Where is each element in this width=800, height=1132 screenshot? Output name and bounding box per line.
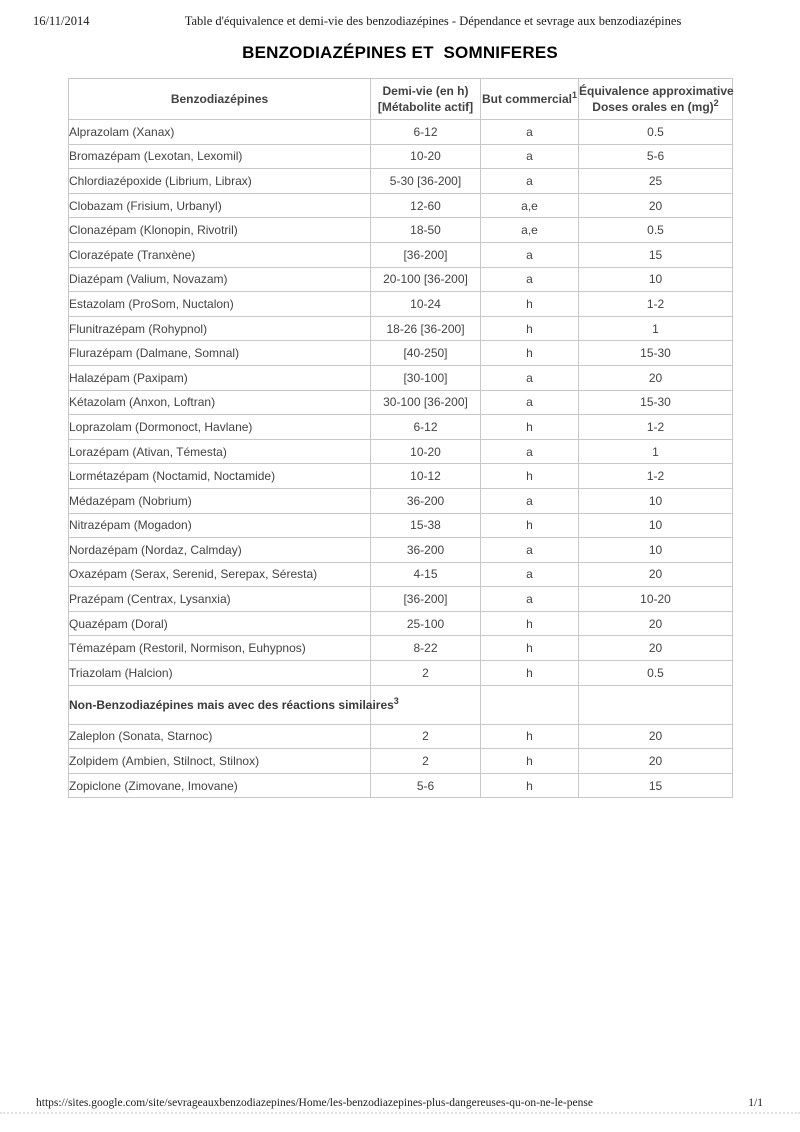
- halflife-cell: 10-20: [371, 144, 481, 169]
- commercial-purpose-cell: a: [481, 267, 579, 292]
- table-header-row: [69, 79, 733, 120]
- halflife-cell: 30-100 [36-200]: [371, 390, 481, 415]
- commercial-purpose-cell: h: [481, 773, 579, 798]
- drug-name-cell: Clorazépate (Tranxène): [69, 242, 371, 267]
- drug-name-cell: Flunitrazépam (Rohypnol): [69, 316, 371, 341]
- table-row: [69, 636, 733, 661]
- column-header-label: Doses orales en (mg): [592, 100, 714, 114]
- commercial-purpose-cell: h: [481, 341, 579, 366]
- drug-name-cell: Clonazépam (Klonopin, Rivotril): [69, 218, 371, 243]
- halflife-cell: 8-22: [371, 636, 481, 661]
- source-url: https://sites.google.com/site/sevrageauxbenzodiazepines/Home/les-benzodiazepines-plus-dangereuses-qu-on-ne-le-pense: [36, 1097, 593, 1109]
- table-row: [69, 316, 733, 341]
- halflife-cell: 12-60: [371, 193, 481, 218]
- halflife-cell: 2: [371, 661, 481, 686]
- column-header-label: Benzodiazépines: [170, 91, 269, 106]
- footnote-marker: 2: [713, 98, 719, 108]
- table-row: [69, 513, 733, 538]
- drug-name-cell: Flurazépam (Dalmane, Somnal): [69, 341, 371, 366]
- halflife-cell: 6-12: [371, 120, 481, 145]
- commercial-purpose-cell: h: [481, 316, 579, 341]
- drug-name-cell: Témazépam (Restoril, Normison, Euhypnos): [69, 636, 371, 661]
- print-date: 16/11/2014: [33, 14, 90, 28]
- drug-name-cell: Nordazépam (Nordaz, Calmday): [69, 538, 371, 563]
- dose-equivalence-cell: 25: [579, 169, 733, 194]
- table-row: [69, 773, 733, 798]
- drug-name-cell: Estazolam (ProSom, Nuctalon): [69, 292, 371, 317]
- section-label-cell: [69, 685, 399, 724]
- table-row: [69, 488, 733, 513]
- drug-name-cell: Halazépam (Paxipam): [69, 365, 371, 390]
- table-row: [69, 193, 733, 218]
- table-row: [69, 267, 733, 292]
- commercial-purpose-cell: h: [481, 415, 579, 440]
- section-header-row: [69, 685, 733, 724]
- table-row: [69, 292, 733, 317]
- table-row: [69, 439, 733, 464]
- halflife-cell: 10-20: [371, 439, 481, 464]
- table-row: [69, 724, 733, 749]
- drug-name-cell: Chlordiazépoxide (Librium, Librax): [69, 169, 371, 194]
- halflife-cell: 5-30 [36-200]: [371, 169, 481, 194]
- drug-name-cell: Zaleplon (Sonata, Starnoc): [69, 724, 371, 749]
- footnote-marker: 1: [572, 89, 578, 100]
- commercial-purpose-cell: a: [481, 488, 579, 513]
- drug-name-cell: Oxazépam (Serax, Serenid, Serepax, Séresta): [69, 562, 371, 587]
- column-header-commercial-purpose: [481, 79, 579, 120]
- halflife-cell: 10-24: [371, 292, 481, 317]
- commercial-purpose-cell: a: [481, 538, 579, 563]
- drug-name-cell: Clobazam (Frisium, Urbanyl): [69, 193, 371, 218]
- dose-equivalence-cell: 1-2: [579, 292, 733, 317]
- dose-equivalence-cell: 20: [579, 562, 733, 587]
- page-cut-line: [0, 1112, 800, 1114]
- drug-name-cell: Triazolam (Halcion): [69, 661, 371, 686]
- drug-name-cell: Kétazolam (Anxon, Loftran): [69, 390, 371, 415]
- table-body: [69, 120, 733, 798]
- column-header-benzodiazepines: [69, 79, 371, 120]
- halflife-cell: 25-100: [371, 611, 481, 636]
- halflife-cell: 2: [371, 749, 481, 774]
- commercial-purpose-cell: h: [481, 749, 579, 774]
- dose-equivalence-cell: 0.5: [579, 120, 733, 145]
- table-row: [69, 538, 733, 563]
- drug-name-cell: Alprazolam (Xanax): [69, 120, 371, 145]
- commercial-purpose-cell: a: [481, 390, 579, 415]
- commercial-purpose-cell: h: [481, 292, 579, 317]
- dose-equivalence-cell: 0.5: [579, 218, 733, 243]
- empty-cell: [579, 685, 733, 724]
- halflife-cell: 18-50: [371, 218, 481, 243]
- dose-equivalence-cell: 20: [579, 636, 733, 661]
- drug-name-cell: Zolpidem (Ambien, Stilnoct, Stilnox): [69, 749, 371, 774]
- table-row: [69, 341, 733, 366]
- table-row: [69, 390, 733, 415]
- commercial-purpose-cell: a: [481, 120, 579, 145]
- dose-equivalence-cell: 10: [579, 538, 733, 563]
- page-number: 1/1: [748, 1097, 763, 1109]
- commercial-purpose-cell: a: [481, 169, 579, 194]
- footnote-marker: 3: [393, 695, 399, 706]
- halflife-cell: [36-200]: [371, 242, 481, 267]
- dose-equivalence-cell: 15: [579, 773, 733, 798]
- halflife-cell: 36-200: [371, 538, 481, 563]
- commercial-purpose-cell: h: [481, 661, 579, 686]
- table-row: [69, 242, 733, 267]
- dose-equivalence-cell: 20: [579, 724, 733, 749]
- drug-name-cell: Quazépam (Doral): [69, 611, 371, 636]
- dose-equivalence-cell: 15-30: [579, 390, 733, 415]
- drug-name-cell: Lorazépam (Ativan, Témesta): [69, 439, 371, 464]
- dose-equivalence-cell: 10: [579, 513, 733, 538]
- dose-equivalence-cell: 0.5: [579, 661, 733, 686]
- table-row: [69, 611, 733, 636]
- dose-equivalence-cell: 1: [579, 316, 733, 341]
- commercial-purpose-cell: h: [481, 464, 579, 489]
- halflife-cell: [40-250]: [371, 341, 481, 366]
- drug-name-cell: Diazépam (Valium, Novazam): [69, 267, 371, 292]
- halflife-cell: 20-100 [36-200]: [371, 267, 481, 292]
- halflife-cell: [36-200]: [371, 587, 481, 612]
- dose-equivalence-cell: 20: [579, 365, 733, 390]
- halflife-cell: 5-6: [371, 773, 481, 798]
- drug-name-cell: Médazépam (Nobrium): [69, 488, 371, 513]
- drug-name-cell: Prazépam (Centrax, Lysanxia): [69, 587, 371, 612]
- dose-equivalence-cell: 10: [579, 488, 733, 513]
- dose-equivalence-cell: 1-2: [579, 415, 733, 440]
- dose-equivalence-cell: 15-30: [579, 341, 733, 366]
- dose-equivalence-cell: 5-6: [579, 144, 733, 169]
- table-row: [69, 464, 733, 489]
- commercial-purpose-cell: h: [481, 724, 579, 749]
- benzodiazepine-table: [68, 78, 733, 798]
- commercial-purpose-cell: h: [481, 636, 579, 661]
- table-row: [69, 218, 733, 243]
- table-row: [69, 169, 733, 194]
- commercial-purpose-cell: a,e: [481, 193, 579, 218]
- commercial-purpose-cell: h: [481, 513, 579, 538]
- halflife-cell: 6-12: [371, 415, 481, 440]
- commercial-purpose-cell: a: [481, 144, 579, 169]
- column-header-equivalence: [579, 79, 733, 120]
- commercial-purpose-cell: a: [481, 587, 579, 612]
- column-header-label: [Métabolite actif]: [377, 100, 474, 114]
- drug-name-cell: Nitrazépam (Mogadon): [69, 513, 371, 538]
- dose-equivalence-cell: 20: [579, 749, 733, 774]
- drug-name-cell: Lormétazépam (Noctamid, Noctamide): [69, 464, 371, 489]
- commercial-purpose-cell: a,e: [481, 218, 579, 243]
- commercial-purpose-cell: a: [481, 439, 579, 464]
- halflife-cell: 2: [371, 724, 481, 749]
- halflife-cell: 18-26 [36-200]: [371, 316, 481, 341]
- table-row: [69, 587, 733, 612]
- empty-cell: [481, 685, 579, 724]
- commercial-purpose-cell: a: [481, 562, 579, 587]
- drug-name-cell: Loprazolam (Dormonoct, Havlane): [69, 415, 371, 440]
- commercial-purpose-cell: a: [481, 242, 579, 267]
- dose-equivalence-cell: 1-2: [579, 464, 733, 489]
- halflife-cell: 15-38: [371, 513, 481, 538]
- halflife-cell: 36-200: [371, 488, 481, 513]
- halflife-cell: 4-15: [371, 562, 481, 587]
- dose-equivalence-cell: 10: [579, 267, 733, 292]
- section-label: Non-Benzodiazépines mais avec des réactions similaires$^3$: [69, 695, 399, 712]
- table-row: [69, 749, 733, 774]
- dose-equivalence-cell: 20: [579, 193, 733, 218]
- column-header-halflife: [371, 79, 481, 120]
- drug-name-cell: Bromazépam (Lexotan, Lexomil): [69, 144, 371, 169]
- halflife-cell: 10-12: [371, 464, 481, 489]
- page-title: BENZODIAZÉPINES ET SOMNIFERES: [242, 43, 558, 62]
- table-row: [69, 144, 733, 169]
- table-row: [69, 661, 733, 686]
- column-header-label: Demi-vie (en h): [382, 83, 469, 98]
- table-row: [69, 365, 733, 390]
- dose-equivalence-cell: 15: [579, 242, 733, 267]
- print-doc-title: Table d'équivalence et demi-vie des benzodiazépines - Dépendance et sevrage aux benzodiazépines: [184, 14, 682, 28]
- dose-equivalence-cell: 20: [579, 611, 733, 636]
- commercial-purpose-cell: a: [481, 365, 579, 390]
- dose-equivalence-cell: 1: [579, 439, 733, 464]
- halflife-cell: [30-100]: [371, 365, 481, 390]
- table-row: [69, 562, 733, 587]
- drug-name-cell: Zopiclone (Zimovane, Imovane): [69, 773, 371, 798]
- column-header-label: Équivalence approximative: [579, 83, 734, 98]
- table-row: [69, 415, 733, 440]
- print-header: [0, 14, 800, 28]
- dose-equivalence-cell: 10-20: [579, 587, 733, 612]
- commercial-purpose-cell: h: [481, 611, 579, 636]
- table-row: [69, 120, 733, 145]
- column-header-label: But commercial: [481, 91, 572, 106]
